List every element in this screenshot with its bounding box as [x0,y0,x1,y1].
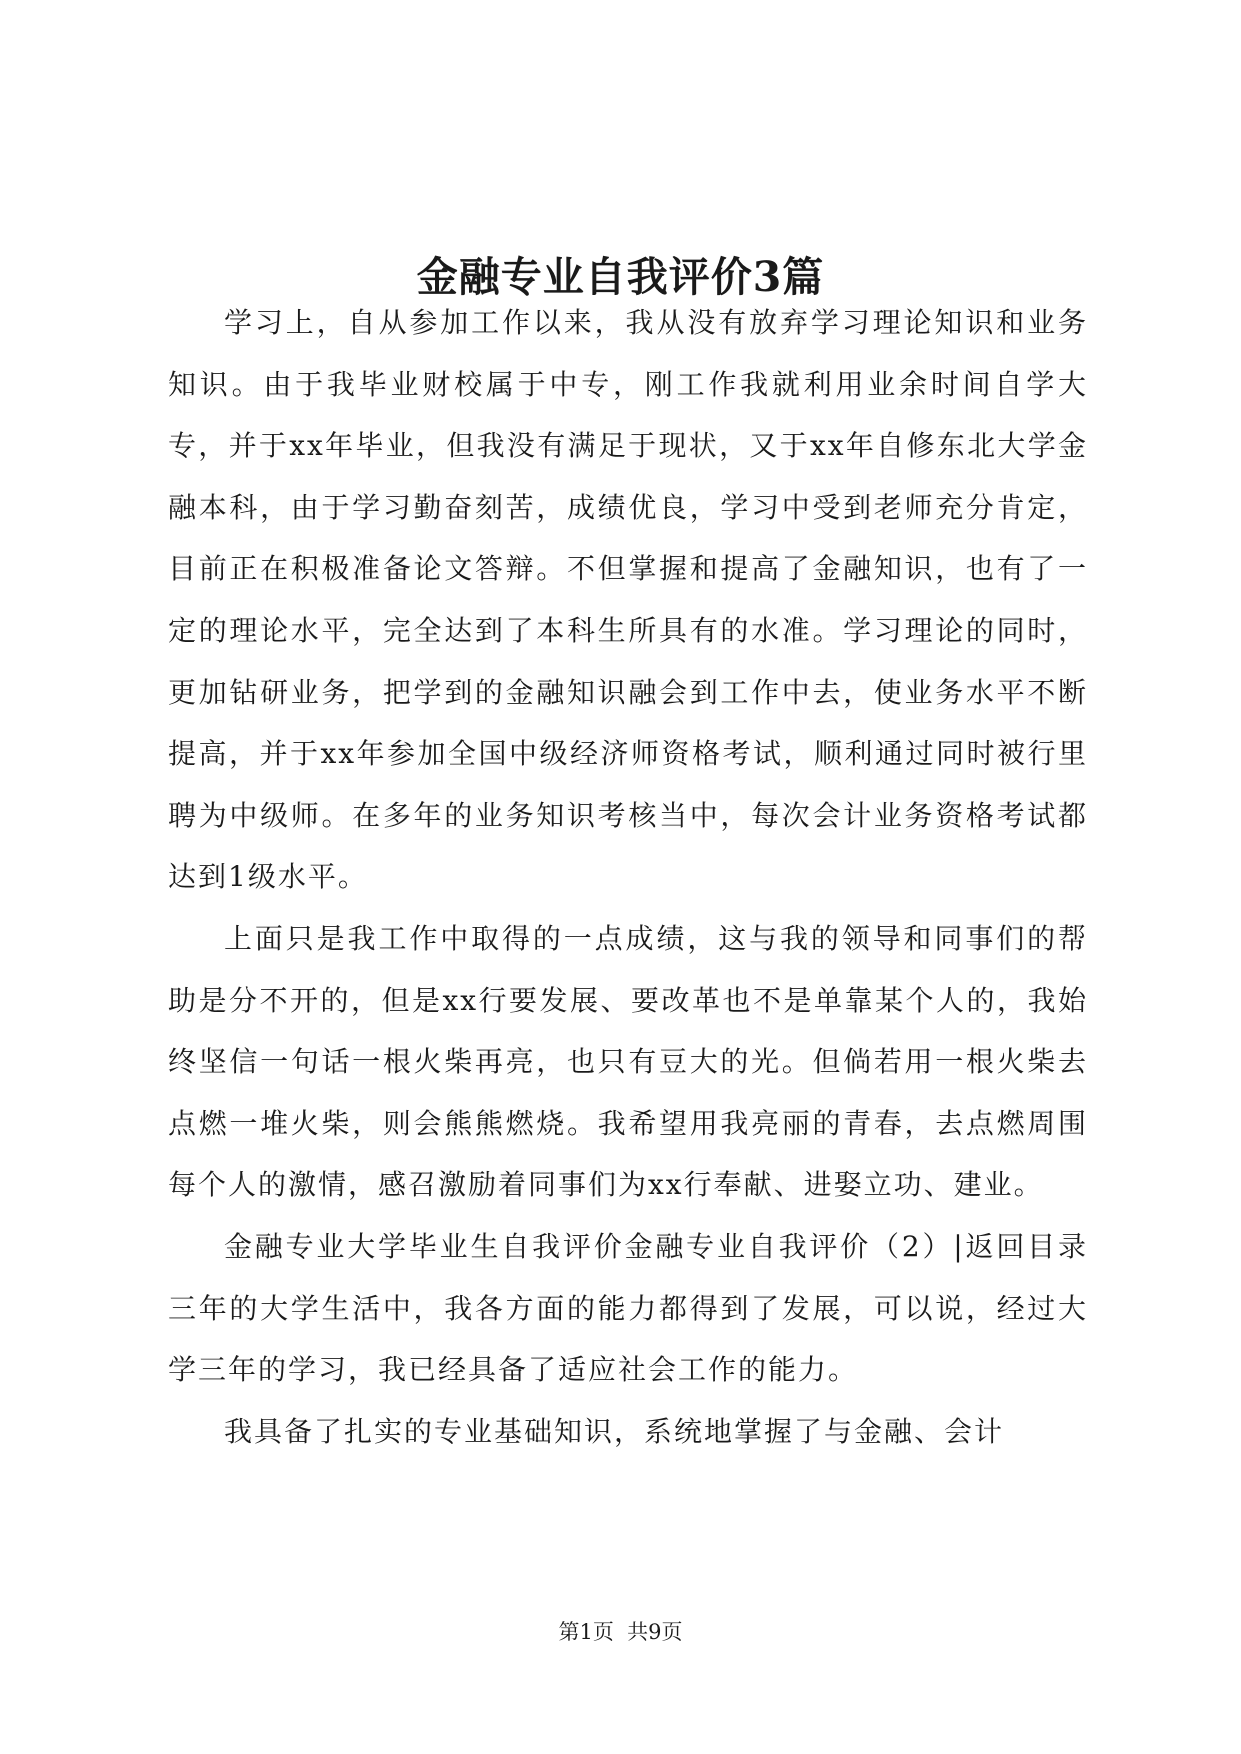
body-paragraph-4: 我具备了扎实的专业基础知识，系统地掌握了与金融、会计 [224,1414,1005,1448]
body-paragraph-3: 金融专业大学毕业生自我评价金融专业自我评价（2）|返回目录三年的大学生活中，我各方面的能力都得到了发展，可以说，经过大学三年的学习，我已经具备了适应社会工作的能力。 [168,1229,1088,1387]
page-number: 第1页 共9页 [558,1620,683,1644]
document-title: 金融专业自我评价3篇 [416,253,825,302]
page-footer [0,1617,1241,1647]
body-paragraph-2: 上面只是我工作中取得的一点成绩，这与我的领导和同事们的帮助是分不开的，但是xx行要发展、要改革也不是单靠某个人的，我始终坚信一句话一根火柴再亮，也只有豆大的光。但倘若用一根火柴去点燃一堆火柴，则会熊熊燃烧。我希望用我亮丽的青春，去点燃周围每个人的激情，感召激励着同事们为xx行奉献、进娶立功、建业。 [168,921,1088,1202]
document-body [168,292,1088,1462]
body-paragraph-1: 学习上，自从参加工作以来，我从没有放弃学习理论知识和业务知识。由于我毕业财校属于中专，刚工作我就利用业余时间自学大专，并于xx年毕业，但我没有满足于现状，又于xx年自修东北大学金融本科，由于学习勤奋刻苦，成绩优良，学习中受到老师充分肯定，目前正在积极准备论文答辩。不但掌握和提高了金融知识，也有了一定的理论水平，完全达到了本科生所具有的水准。学习理论的同时，更加钻研业务，把学到的金融知识融会到工作中去，使业务水平不断提高，并于xx年参加全国中级经济师资格考试，顺利通过同时被行里聘为中级师。在多年的业务知识考核当中，每次会计业务资格考试都达到1级水平。 [168,306,1088,894]
